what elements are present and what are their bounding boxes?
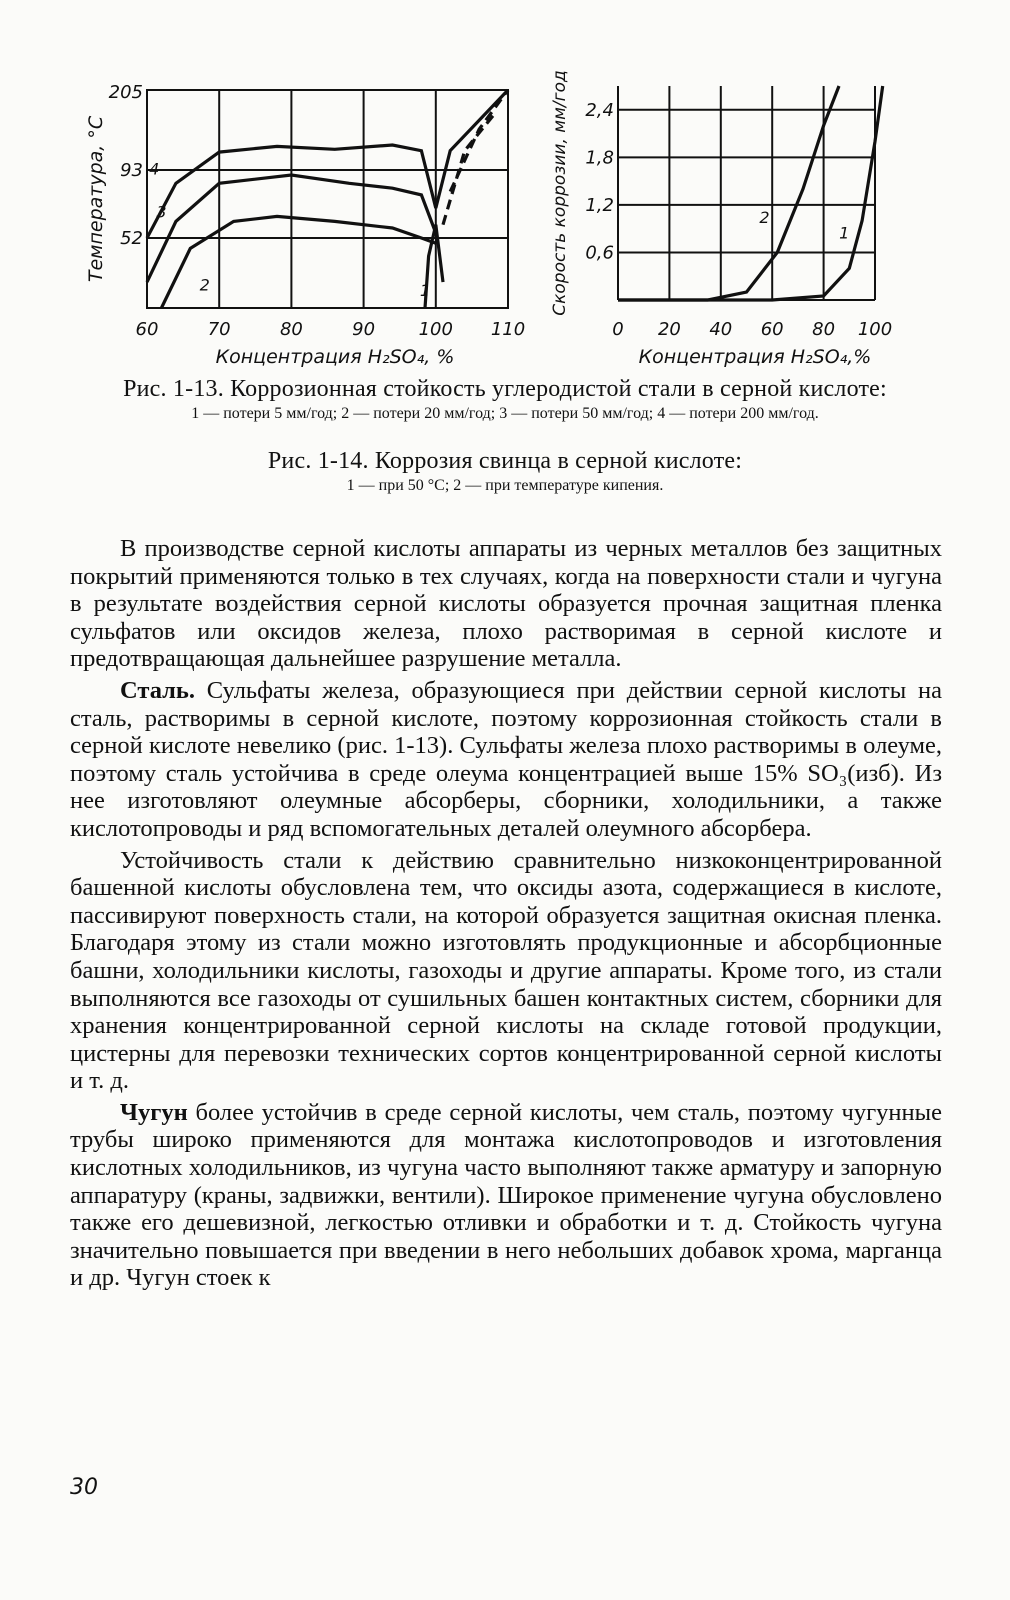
x-tick-label: 100 bbox=[418, 319, 453, 340]
x-tick-label: 40 bbox=[709, 319, 733, 340]
paragraph bbox=[70, 1099, 942, 1292]
paragraph-text: Сульфаты железа, образующиеся при действии серной кислоты на сталь, растворимы в серной кислоте, поэтому коррозионная стойкость стали в серной кислоте невелико (рис. 1-13). Сульфаты железа плохо растворимы в олеуме, поэтому сталь устойчива в среде олеума концентрацией выше 15% SO₃(изб). Из нее изготовляют олеумные абсорберы, сборники, холодильники, а также кислотопроводы и ряд вспомогательных деталей олеумного абсорбера. bbox=[70, 676, 942, 842]
paragraph bbox=[70, 677, 942, 843]
x-tick-label: 70 bbox=[207, 319, 231, 340]
figure-1-13 bbox=[70, 60, 526, 380]
caption-title: Рис. 1-14. Коррозия свинца в серной кислоте: bbox=[267, 448, 743, 474]
curve-label: 2 bbox=[759, 207, 770, 227]
x-axis-label: Концентрация H₂SO₄, % bbox=[215, 346, 455, 368]
y-axis-label: Скорость коррозии, мм/год bbox=[550, 70, 570, 316]
chart-fig14 bbox=[525, 60, 895, 380]
curve-label: 1 bbox=[839, 223, 850, 243]
x-tick-label: 100 bbox=[857, 319, 893, 340]
figure-1-13-caption bbox=[70, 376, 940, 423]
caption-legend: 1 — при 50 °С; 2 — при температуре кипения. bbox=[346, 477, 664, 494]
y-tick-label: 93 bbox=[120, 160, 143, 181]
y-tick-label: 1,2 bbox=[585, 194, 614, 216]
caption-title: Рис. 1-13. Коррозионная стойкость углеродистой стали в серной кислоте: bbox=[123, 376, 887, 402]
x-tick-label: 60 bbox=[760, 319, 784, 340]
x-tick-label: 20 bbox=[657, 319, 681, 340]
curve-label: 3 bbox=[156, 202, 167, 222]
x-axis-label: Концентрация H₂SO₄,% bbox=[638, 346, 872, 368]
y-tick-label: 0,6 bbox=[585, 242, 614, 264]
x-tick-label: 0 bbox=[612, 319, 624, 340]
x-tick-label: 80 bbox=[279, 319, 303, 340]
y-tick-label: 2,4 bbox=[585, 99, 614, 121]
curve-4 bbox=[147, 90, 508, 238]
y-tick-label: 52 bbox=[120, 228, 143, 249]
curve-label: 2 bbox=[199, 275, 210, 295]
paragraph: Устойчивость стали к действию сравнительно низкоконцентрированной башенной кислоты обусловлена тем, что оксиды азота, содержащиеся в кислоте, пассивируют поверхность стали, на которой образуется защитная окисная пленка. Благодаря этому из стали можно изготовлять продукционные и абсорбционные башни, холодильники кислоты, газоходы и другие аппараты. Кроме того, из стали выполняются все газоходы от сушильных башен контактных систем, сборники для хранения концентрированной серной кислоты на складе готовой продукции, цистерны для перевозки технических сортов концентрированной серной кислоты и т. д. bbox=[70, 846, 942, 1095]
paragraph-text: более устойчив в среде серной кислоты, чем сталь, поэтому чугунные трубы широко применяются для монтажа кислотопроводов и изготовления кислотных холодильников, из чугуна часто выполняют также арматуру и запорную аппаратуру (краны, задвижки, вентили). Широкое применение чугуна обусловлено также его дешевизной, легкостью отливки и обработки и т. д. Стойкость чугуна значительно повышается при введении в него небольших добавок хрома, марганца и др. Чугун стоек к bbox=[70, 1098, 942, 1292]
figure-1-14 bbox=[525, 60, 895, 380]
paragraph: В производстве серной кислоты аппараты из черных металлов без защитных покрытий применяются только в тех случаях, когда на поверхности стали и чугуна в результате воздействия серной кислоты образуется прочная защитная пленка сульфатов или оксидов железа, плохо растворимая в серной кислоте и предотвращающая дальнейшее разрушение металла. bbox=[70, 535, 942, 673]
curve-1 bbox=[618, 86, 883, 300]
x-tick-label: 60 bbox=[135, 319, 159, 340]
paragraph-lead: Сталь. bbox=[120, 676, 195, 704]
curve-2 bbox=[618, 86, 839, 300]
curve-label: 1 bbox=[419, 280, 431, 300]
paragraph-lead: Чугун bbox=[120, 1098, 188, 1126]
page-number: 30 bbox=[70, 1475, 98, 1500]
x-tick-label: 90 bbox=[352, 319, 376, 340]
y-tick-label: 205 bbox=[108, 82, 143, 103]
figure-1-14-caption bbox=[70, 448, 940, 495]
x-tick-label: 110 bbox=[490, 319, 526, 340]
chart-fig13 bbox=[70, 60, 526, 380]
y-axis-label: Температура, °С bbox=[85, 115, 107, 283]
y-tick-label: 1,8 bbox=[585, 147, 614, 169]
curve-label: 4 bbox=[149, 159, 160, 179]
body-text bbox=[70, 535, 942, 1296]
x-tick-label: 80 bbox=[812, 319, 836, 340]
caption-legend: 1 — потери 5 мм/год; 2 — потери 20 мм/год; 3 — потери 50 мм/год; 4 — потери 200 мм/год. bbox=[191, 405, 819, 422]
